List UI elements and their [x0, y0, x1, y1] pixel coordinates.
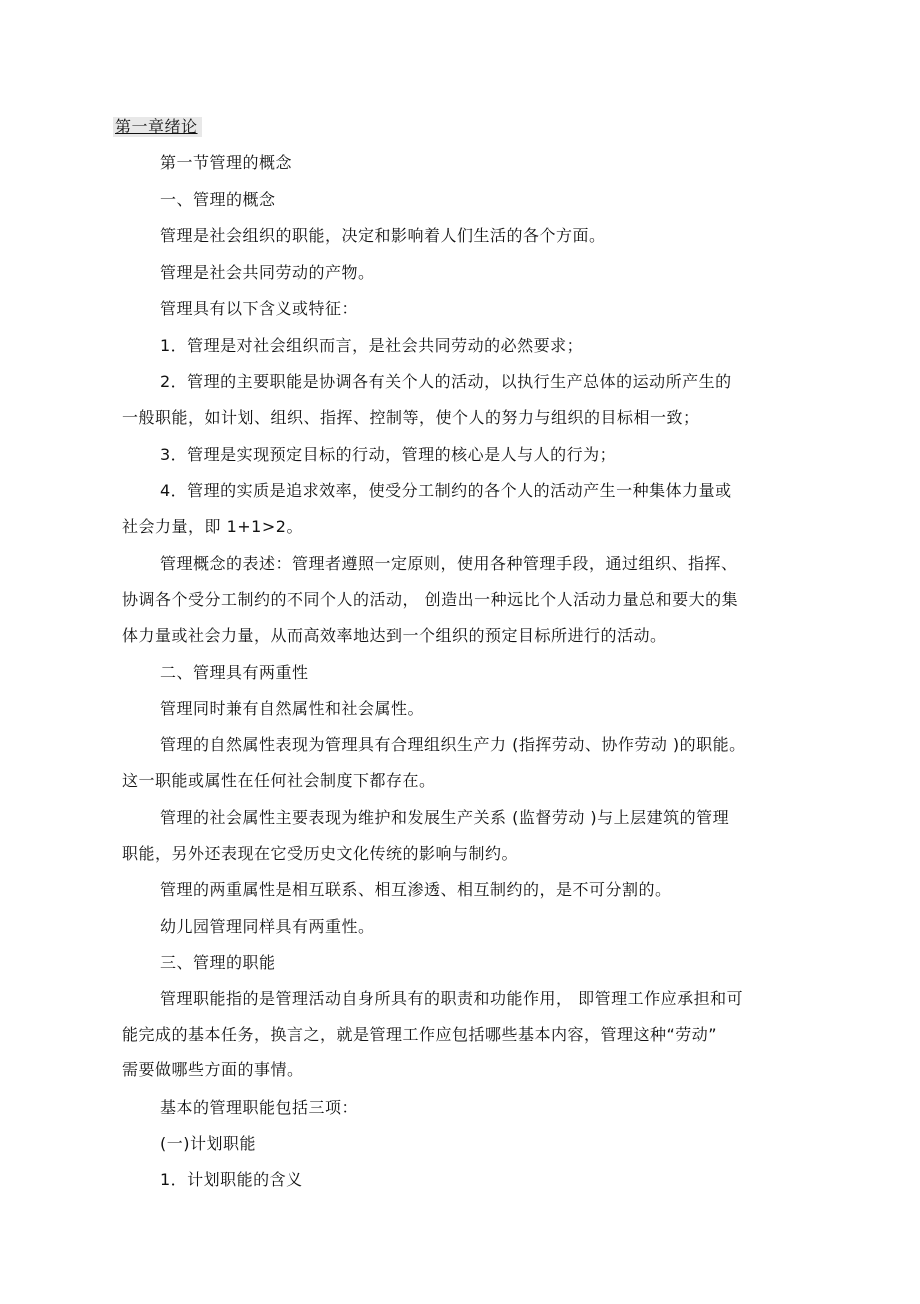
- paragraph-line: 管理同时兼有自然属性和社会属性。: [160, 699, 425, 718]
- paragraph-line: 管理是社会共同劳动的产物。: [160, 263, 375, 282]
- paragraph-line: 管理具有以下含义或特征：: [160, 299, 359, 318]
- list-item-continuation: 社会力量，即 1+1>2。: [122, 517, 303, 536]
- paragraph-continuation: 职能，另外还表现在它受历史文化传统的影响与制约。: [122, 844, 519, 863]
- paragraph-continuation: 体力量或社会力量，从而高效率地达到一个组织的预定目标所进行的活动。: [122, 626, 667, 645]
- paragraph-line: 管理概念的表述：管理者遵照一定原则，使用各种管理手段，通过组织、指挥、: [160, 554, 738, 573]
- subsection-heading: (一)计划职能: [160, 1134, 256, 1153]
- list-item-continuation: 一般职能，如计划、组织、指挥、控制等，使个人的努力与组织的目标相一致；: [122, 408, 700, 427]
- subsection-heading: 三、管理的职能: [160, 953, 276, 972]
- paragraph-line: 管理的自然属性表现为管理具有合理组织生产力 (指挥劳动、协作劳动 )的职能。: [160, 735, 746, 754]
- paragraph-line: 管理是社会组织的职能，决定和影响着人们生活的各个方面。: [160, 226, 606, 245]
- list-item: 4．管理的实质是追求效率，使受分工制约的各个人的活动产生一种集体力量或: [160, 481, 732, 500]
- subsection-heading: 一、管理的概念: [160, 190, 276, 209]
- chapter-title: 第一章绪论: [113, 117, 202, 137]
- paragraph-continuation: 需要做哪些方面的事情。: [122, 1060, 304, 1079]
- paragraph-continuation: 这一职能或属性在任何社会制度下都存在。: [122, 771, 436, 790]
- paragraph-line: 管理的社会属性主要表现为维护和发展生产关系 (监督劳动 )与上层建筑的管理: [160, 808, 730, 827]
- section-title: 第一节管理的概念: [160, 153, 293, 172]
- list-item: 1．管理是对社会组织而言，是社会共同劳动的必然要求；: [160, 336, 584, 355]
- paragraph-line: 管理职能指的是管理活动自身所具有的职责和功能作用， 即管理工作应承担和可: [160, 989, 744, 1008]
- list-item: 1．计划职能的含义: [160, 1170, 303, 1189]
- paragraph-line: 基本的管理职能包括三项：: [160, 1098, 359, 1117]
- paragraph-continuation: 协调各个受分工制约的不同个人的活动， 创造出一种远比个人活动力量总和要大的集: [122, 590, 739, 609]
- paragraph-line: 管理的两重属性是相互联系、相互渗透、相互制约的，是不可分割的。: [160, 880, 672, 899]
- list-item: 3．管理是实现预定目标的行动，管理的核心是人与人的行为；: [160, 445, 617, 464]
- subsection-heading: 二、管理具有两重性: [160, 663, 309, 682]
- list-item: 2．管理的主要职能是协调各有关个人的活动，以执行生产总体的运动所产生的: [160, 372, 732, 391]
- paragraph-line: 幼儿园管理同样具有两重性。: [160, 917, 375, 936]
- paragraph-continuation: 能完成的基本任务，换言之，就是管理工作应包括哪些基本内容，管理这种“劳动”: [122, 1025, 718, 1044]
